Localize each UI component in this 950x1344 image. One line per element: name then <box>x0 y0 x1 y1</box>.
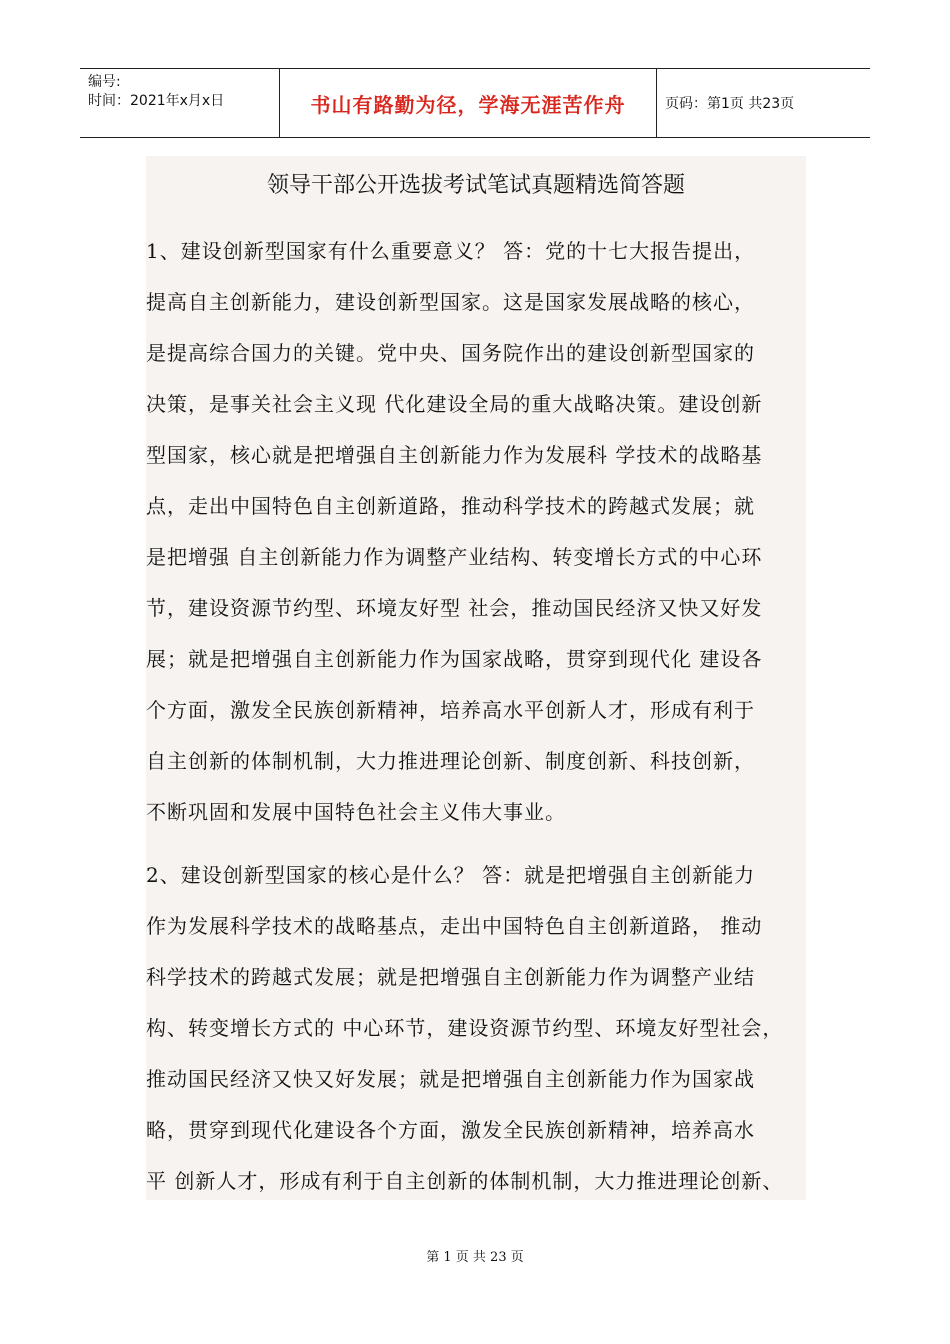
header-table <box>80 68 870 138</box>
page-footer: 第 1 页 共 23 页 <box>426 1250 524 1265</box>
number-label: 编号: <box>88 74 121 90</box>
paragraph-1 <box>146 226 816 838</box>
text-line: 2、建设创新型国家的核心是什么？ 答：就是把增强自主创新能力 <box>146 863 756 887</box>
text-line: 1、建设创新型国家有什么重要意义？ 答：党的十七大报告提出， <box>146 239 756 263</box>
text-line: 构、转变增长方式的 中心环节，建设资源节约型、环境友好型社会， <box>146 1016 784 1040</box>
text-line: 个方面，激发全民族创新精神，培养高水平创新人才，形成有利于 <box>146 698 755 722</box>
text-line: 型国家，核心就是把增强自主创新能力作为发展科 学技术的战略基 <box>146 443 763 467</box>
text-line: 不断巩固和发展中国特色社会主义伟大事业。 <box>146 800 566 824</box>
text-line: 展；就是把增强自主创新能力作为国家战略，贯穿到现代化 建设各 <box>146 647 763 671</box>
text-line: 是把增强 自主创新能力作为调整产业结构、转变增长方式的中心环 <box>146 545 763 569</box>
text-line: 略，贯穿到现代化建设各个方面，激发全民族创新精神，培养高水 <box>146 1118 755 1142</box>
header-meta <box>80 69 280 137</box>
paragraph-2 <box>146 850 816 1207</box>
time-label: 时间：2021年x月x日 <box>88 93 225 109</box>
text-line: 平 创新人才，形成有利于自主创新的体制机制，大力推进理论创新、 <box>146 1169 784 1193</box>
page-info: 页码：第1页 共23页 <box>665 96 795 112</box>
text-line: 决策，是事关社会主义现 代化建设全局的重大战略决策。建设创新 <box>146 392 763 416</box>
text-line: 科学技术的跨越式发展；就是把增强自主创新能力作为调整产业结 <box>146 965 755 989</box>
text-line: 作为发展科学技术的战略基点，走出中国特色自主创新道路， 推动 <box>146 914 763 938</box>
text-line: 是提高综合国力的关键。党中央、国务院作出的建设创新型国家的 <box>146 341 755 365</box>
text-line: 提高自主创新能力，建设创新型国家。这是国家发展战略的核心， <box>146 290 755 314</box>
motto: 书山有路勤为径，学海无涯苦作舟 <box>280 69 657 137</box>
text-line: 点，走出中国特色自主创新道路，推动科学技术的跨越式发展；就 <box>146 494 755 518</box>
text-line: 节，建设资源节约型、环境友好型 社会，推动国民经济又快又好发 <box>146 596 763 620</box>
text-line: 自主创新的体制机制，大力推进理论创新、制度创新、科技创新， <box>146 749 755 773</box>
document-title: 领导干部公开选拔考试笔试真题精选简答题 <box>266 173 685 198</box>
text-line: 推动国民经济又快又好发展；就是把增强自主创新能力作为国家战 <box>146 1067 755 1091</box>
